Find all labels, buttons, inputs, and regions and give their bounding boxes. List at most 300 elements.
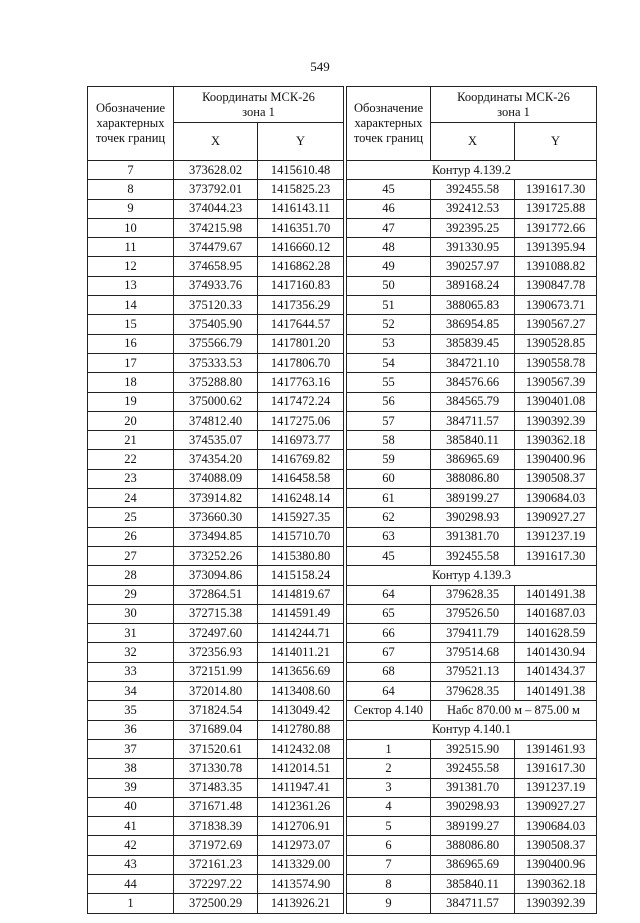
y-cell: 1417644.57 — [258, 315, 344, 334]
x-cell: 391381.70 — [431, 527, 515, 546]
y-cell: 1390927.27 — [515, 508, 597, 527]
sector-row — [347, 701, 597, 720]
left-table-body — [88, 161, 344, 914]
table-row — [88, 334, 344, 353]
x-cell: 392455.58 — [431, 759, 515, 778]
coordinates-table-left — [87, 86, 344, 914]
header-y: Y — [515, 123, 597, 161]
table-row — [88, 527, 344, 546]
point-id-cell: 24 — [88, 489, 174, 508]
table-row — [347, 662, 597, 681]
x-cell: 379526.50 — [431, 604, 515, 623]
y-cell: 1416660.12 — [258, 238, 344, 257]
point-id-cell: 7 — [88, 161, 174, 180]
point-id-cell: 62 — [347, 508, 431, 527]
y-cell: 1417763.16 — [258, 373, 344, 392]
point-id-cell: 67 — [347, 643, 431, 662]
point-id-cell: 50 — [347, 276, 431, 295]
y-cell: 1413408.60 — [258, 682, 344, 701]
y-cell: 1412014.51 — [258, 759, 344, 778]
point-id-cell: 21 — [88, 431, 174, 450]
x-cell: 371330.78 — [174, 759, 258, 778]
x-cell: 384721.10 — [431, 353, 515, 372]
point-id-cell: 4 — [347, 797, 431, 816]
y-cell: 1390684.03 — [515, 489, 597, 508]
y-cell: 1416143.11 — [258, 199, 344, 218]
y-cell: 1391237.19 — [515, 778, 597, 797]
table-row — [88, 604, 344, 623]
y-cell: 1390567.27 — [515, 315, 597, 334]
header-coords-title — [174, 87, 344, 123]
table-row — [88, 238, 344, 257]
y-cell: 1390362.18 — [515, 431, 597, 450]
table-row — [347, 218, 597, 237]
point-id-cell: 39 — [88, 778, 174, 797]
x-cell: 375566.79 — [174, 334, 258, 353]
y-cell: 1390558.78 — [515, 353, 597, 372]
sector-height-value: Набс 870.00 м – 875.00 м — [431, 701, 597, 720]
table-row — [347, 759, 597, 778]
x-cell: 392412.53 — [431, 199, 515, 218]
y-cell: 1391237.19 — [515, 527, 597, 546]
y-cell: 1414244.71 — [258, 624, 344, 643]
table-row — [347, 450, 597, 469]
table-row — [88, 720, 344, 739]
x-cell: 374658.95 — [174, 257, 258, 276]
x-cell: 375120.33 — [174, 296, 258, 315]
table-row — [88, 836, 344, 855]
x-cell: 385840.11 — [431, 874, 515, 893]
table-row — [88, 797, 344, 816]
y-cell: 1390508.37 — [515, 469, 597, 488]
point-id-cell: 12 — [88, 257, 174, 276]
contour-header-row — [347, 720, 597, 739]
table-row — [347, 546, 597, 565]
table-row — [347, 682, 597, 701]
point-id-cell: 60 — [347, 469, 431, 488]
x-cell: 392395.25 — [431, 218, 515, 237]
x-cell: 379628.35 — [431, 682, 515, 701]
table-row — [88, 662, 344, 681]
y-cell: 1390392.39 — [515, 411, 597, 430]
point-id-cell: 28 — [88, 566, 174, 585]
x-cell: 389168.24 — [431, 276, 515, 295]
x-cell: 372161.23 — [174, 855, 258, 874]
x-cell: 374044.23 — [174, 199, 258, 218]
table-row — [88, 218, 344, 237]
point-id-cell: 7 — [347, 855, 431, 874]
table-row — [88, 392, 344, 411]
y-cell: 1415380.80 — [258, 546, 344, 565]
table-row — [347, 624, 597, 643]
x-cell: 388086.80 — [431, 469, 515, 488]
x-cell: 371483.35 — [174, 778, 258, 797]
x-cell: 374479.67 — [174, 238, 258, 257]
x-cell: 372014.80 — [174, 682, 258, 701]
point-id-cell: 49 — [347, 257, 431, 276]
table-row — [347, 199, 597, 218]
table-row — [347, 257, 597, 276]
x-cell: 386954.85 — [431, 315, 515, 334]
point-id-cell: 18 — [88, 373, 174, 392]
x-cell: 374933.76 — [174, 276, 258, 295]
header-point-label: Обозначение характерных точек границ — [88, 87, 174, 161]
right-table-body — [347, 161, 597, 914]
x-cell: 384711.57 — [431, 894, 515, 913]
y-cell: 1412973.07 — [258, 836, 344, 855]
table-row — [347, 392, 597, 411]
table-row — [347, 296, 597, 315]
table-row — [88, 161, 344, 180]
x-cell: 374812.40 — [174, 411, 258, 430]
table-row — [88, 296, 344, 315]
x-cell: 373628.02 — [174, 161, 258, 180]
contour-header-row — [347, 161, 597, 180]
point-id-cell: 1 — [88, 894, 174, 913]
point-id-cell: 14 — [88, 296, 174, 315]
x-cell: 375000.62 — [174, 392, 258, 411]
y-cell: 1417801.20 — [258, 334, 344, 353]
point-id-cell: 15 — [88, 315, 174, 334]
point-id-cell: 64 — [347, 585, 431, 604]
point-id-cell: 41 — [88, 817, 174, 836]
point-id-cell: 68 — [347, 662, 431, 681]
x-cell: 379411.79 — [431, 624, 515, 643]
y-cell: 1417472.24 — [258, 392, 344, 411]
x-cell: 371972.69 — [174, 836, 258, 855]
y-cell: 1415710.70 — [258, 527, 344, 546]
table-row — [347, 315, 597, 334]
point-id-cell: 8 — [347, 874, 431, 893]
contour-header-row — [347, 566, 597, 585]
point-id-cell: 9 — [88, 199, 174, 218]
y-cell: 1416458.58 — [258, 469, 344, 488]
x-cell: 371671.48 — [174, 797, 258, 816]
y-cell: 1390400.96 — [515, 450, 597, 469]
contour-label: Контур 4.140.1 — [347, 720, 597, 739]
x-cell: 379521.13 — [431, 662, 515, 681]
x-cell: 374354.20 — [174, 450, 258, 469]
x-cell: 372715.38 — [174, 604, 258, 623]
table-row — [88, 546, 344, 565]
table-row — [88, 257, 344, 276]
x-cell: 371520.61 — [174, 739, 258, 758]
point-id-cell: 43 — [88, 855, 174, 874]
x-cell: 372864.51 — [174, 585, 258, 604]
y-cell: 1391617.30 — [515, 759, 597, 778]
y-cell: 1391772.66 — [515, 218, 597, 237]
table-row — [88, 778, 344, 797]
y-cell: 1413574.90 — [258, 874, 344, 893]
y-cell: 1415158.24 — [258, 566, 344, 585]
y-cell: 1414591.49 — [258, 604, 344, 623]
table-row — [347, 778, 597, 797]
point-id-cell: 5 — [347, 817, 431, 836]
y-cell: 1411947.41 — [258, 778, 344, 797]
x-cell: 373914.82 — [174, 489, 258, 508]
y-cell: 1413926.21 — [258, 894, 344, 913]
point-id-cell: 55 — [347, 373, 431, 392]
point-id-cell: 27 — [88, 546, 174, 565]
x-cell: 373252.26 — [174, 546, 258, 565]
y-cell: 1417356.29 — [258, 296, 344, 315]
x-cell: 379628.35 — [431, 585, 515, 604]
point-id-cell: 9 — [347, 894, 431, 913]
table-row — [88, 759, 344, 778]
y-cell: 1390508.37 — [515, 836, 597, 855]
x-cell: 379514.68 — [431, 643, 515, 662]
header-x: X — [174, 123, 258, 161]
y-cell: 1414819.67 — [258, 585, 344, 604]
point-id-cell: 44 — [88, 874, 174, 893]
y-cell: 1390528.85 — [515, 334, 597, 353]
y-cell: 1417806.70 — [258, 353, 344, 372]
coordinates-table-right — [346, 86, 597, 914]
point-id-cell: 40 — [88, 797, 174, 816]
table-row — [88, 643, 344, 662]
x-cell: 389199.27 — [431, 489, 515, 508]
table-row — [88, 353, 344, 372]
table-row — [347, 238, 597, 257]
table-row — [347, 508, 597, 527]
x-cell: 386965.69 — [431, 855, 515, 874]
table-row — [88, 874, 344, 893]
y-cell: 1415610.48 — [258, 161, 344, 180]
point-id-cell: 63 — [347, 527, 431, 546]
x-cell: 375405.90 — [174, 315, 258, 334]
table-row — [88, 817, 344, 836]
y-cell: 1412432.08 — [258, 739, 344, 758]
y-cell: 1390847.78 — [515, 276, 597, 295]
x-cell: 385840.11 — [431, 431, 515, 450]
point-id-cell: 35 — [88, 701, 174, 720]
table-row — [88, 373, 344, 392]
x-cell: 391330.95 — [431, 238, 515, 257]
table-row — [347, 585, 597, 604]
y-cell: 1401687.03 — [515, 604, 597, 623]
point-id-cell: 54 — [347, 353, 431, 372]
table-row — [347, 874, 597, 893]
x-cell: 392455.58 — [431, 180, 515, 199]
point-id-cell: 53 — [347, 334, 431, 353]
table-row — [88, 180, 344, 199]
point-id-cell: 45 — [347, 546, 431, 565]
x-cell: 390257.97 — [431, 257, 515, 276]
x-cell: 374088.09 — [174, 469, 258, 488]
y-cell: 1413049.42 — [258, 701, 344, 720]
y-cell: 1390567.39 — [515, 373, 597, 392]
point-id-cell: 20 — [88, 411, 174, 430]
point-id-cell: 52 — [347, 315, 431, 334]
point-id-cell: 38 — [88, 759, 174, 778]
table-row — [88, 508, 344, 527]
y-cell: 1413329.00 — [258, 855, 344, 874]
x-cell: 372500.29 — [174, 894, 258, 913]
y-cell: 1401430.94 — [515, 643, 597, 662]
x-cell: 374535.07 — [174, 431, 258, 450]
table-row — [88, 489, 344, 508]
y-cell: 1412706.91 — [258, 817, 344, 836]
x-cell: 373094.86 — [174, 566, 258, 585]
y-cell: 1416973.77 — [258, 431, 344, 450]
point-id-cell: 31 — [88, 624, 174, 643]
y-cell: 1412361.26 — [258, 797, 344, 816]
page-number: 549 — [310, 59, 330, 74]
point-id-cell: 46 — [347, 199, 431, 218]
table-row — [347, 334, 597, 353]
point-id-cell: 1 — [347, 739, 431, 758]
y-cell: 1412780.88 — [258, 720, 344, 739]
table-row — [88, 276, 344, 295]
point-id-cell: 30 — [88, 604, 174, 623]
point-id-cell: 10 — [88, 218, 174, 237]
y-cell: 1390684.03 — [515, 817, 597, 836]
point-id-cell: 32 — [88, 643, 174, 662]
table-row — [88, 199, 344, 218]
point-id-cell: 2 — [347, 759, 431, 778]
point-id-cell: 59 — [347, 450, 431, 469]
table-row — [88, 469, 344, 488]
table-row — [88, 624, 344, 643]
point-id-cell: 64 — [347, 682, 431, 701]
x-cell: 384565.79 — [431, 392, 515, 411]
header-coords-title-line1: Координаты МСК-26 — [457, 89, 570, 104]
point-id-cell: 6 — [347, 836, 431, 855]
x-cell: 390298.93 — [431, 508, 515, 527]
point-id-cell: 42 — [88, 836, 174, 855]
table-row — [347, 411, 597, 430]
x-cell: 375288.80 — [174, 373, 258, 392]
table-row — [88, 894, 344, 913]
y-cell: 1416351.70 — [258, 218, 344, 237]
x-cell: 372356.93 — [174, 643, 258, 662]
y-cell: 1391617.30 — [515, 546, 597, 565]
point-id-cell: 29 — [88, 585, 174, 604]
y-cell: 1391617.30 — [515, 180, 597, 199]
x-cell: 373660.30 — [174, 508, 258, 527]
x-cell: 373494.85 — [174, 527, 258, 546]
sector-label: Сектор 4.140 — [347, 701, 431, 720]
point-id-cell: 34 — [88, 682, 174, 701]
y-cell: 1401434.37 — [515, 662, 597, 681]
y-cell: 1401628.59 — [515, 624, 597, 643]
y-cell: 1390927.27 — [515, 797, 597, 816]
y-cell: 1390673.71 — [515, 296, 597, 315]
table-row — [88, 411, 344, 430]
header-coords-title-line2: зона 1 — [497, 104, 530, 119]
header-x: X — [431, 123, 515, 161]
table-row — [347, 353, 597, 372]
point-id-cell: 17 — [88, 353, 174, 372]
x-cell: 371838.39 — [174, 817, 258, 836]
y-cell: 1401491.38 — [515, 585, 597, 604]
table-row — [88, 450, 344, 469]
point-id-cell: 66 — [347, 624, 431, 643]
header-coords-title — [431, 87, 597, 123]
point-id-cell: 65 — [347, 604, 431, 623]
x-cell: 392515.90 — [431, 739, 515, 758]
point-id-cell: 48 — [347, 238, 431, 257]
point-id-cell: 8 — [88, 180, 174, 199]
point-id-cell: 51 — [347, 296, 431, 315]
point-id-cell: 56 — [347, 392, 431, 411]
y-cell: 1413656.69 — [258, 662, 344, 681]
x-cell: 391381.70 — [431, 778, 515, 797]
y-cell: 1415825.23 — [258, 180, 344, 199]
contour-label: Контур 4.139.2 — [347, 161, 597, 180]
x-cell: 385839.45 — [431, 334, 515, 353]
y-cell: 1401491.38 — [515, 682, 597, 701]
point-id-cell: 33 — [88, 662, 174, 681]
point-id-cell: 19 — [88, 392, 174, 411]
point-id-cell: 47 — [347, 218, 431, 237]
point-id-cell: 26 — [88, 527, 174, 546]
table-row — [88, 682, 344, 701]
y-cell: 1391725.88 — [515, 199, 597, 218]
y-cell: 1414011.21 — [258, 643, 344, 662]
x-cell: 372297.22 — [174, 874, 258, 893]
table-row — [88, 585, 344, 604]
y-cell: 1390362.18 — [515, 874, 597, 893]
table-row — [347, 180, 597, 199]
x-cell: 388086.80 — [431, 836, 515, 855]
point-id-cell: 3 — [347, 778, 431, 797]
header-coords-title-line1: Координаты МСК-26 — [202, 89, 315, 104]
table-row — [88, 701, 344, 720]
point-id-cell: 57 — [347, 411, 431, 430]
table-row — [88, 566, 344, 585]
table-row — [347, 643, 597, 662]
x-cell: 388065.83 — [431, 296, 515, 315]
point-id-cell: 25 — [88, 508, 174, 527]
x-cell: 389199.27 — [431, 817, 515, 836]
table-row — [347, 469, 597, 488]
x-cell: 390298.93 — [431, 797, 515, 816]
y-cell: 1417275.06 — [258, 411, 344, 430]
table-row — [88, 855, 344, 874]
table-row — [347, 797, 597, 816]
table-row — [347, 817, 597, 836]
y-cell: 1390392.39 — [515, 894, 597, 913]
table-row — [347, 373, 597, 392]
point-id-cell: 11 — [88, 238, 174, 257]
point-id-cell: 22 — [88, 450, 174, 469]
table-row — [347, 739, 597, 758]
table-row — [347, 604, 597, 623]
point-id-cell: 16 — [88, 334, 174, 353]
point-id-cell: 13 — [88, 276, 174, 295]
y-cell: 1417160.83 — [258, 276, 344, 295]
y-cell: 1416862.28 — [258, 257, 344, 276]
table-row — [88, 315, 344, 334]
y-cell: 1391395.94 — [515, 238, 597, 257]
table-row — [347, 431, 597, 450]
x-cell: 373792.01 — [174, 180, 258, 199]
y-cell: 1390400.96 — [515, 855, 597, 874]
table-row — [347, 276, 597, 295]
contour-label: Контур 4.139.3 — [347, 566, 597, 585]
table-row — [347, 489, 597, 508]
x-cell: 392455.58 — [431, 546, 515, 565]
table-row — [88, 739, 344, 758]
point-id-cell: 61 — [347, 489, 431, 508]
y-cell: 1416248.14 — [258, 489, 344, 508]
point-id-cell: 45 — [347, 180, 431, 199]
y-cell: 1391088.82 — [515, 257, 597, 276]
point-id-cell: 36 — [88, 720, 174, 739]
x-cell: 372497.60 — [174, 624, 258, 643]
x-cell: 384711.57 — [431, 411, 515, 430]
